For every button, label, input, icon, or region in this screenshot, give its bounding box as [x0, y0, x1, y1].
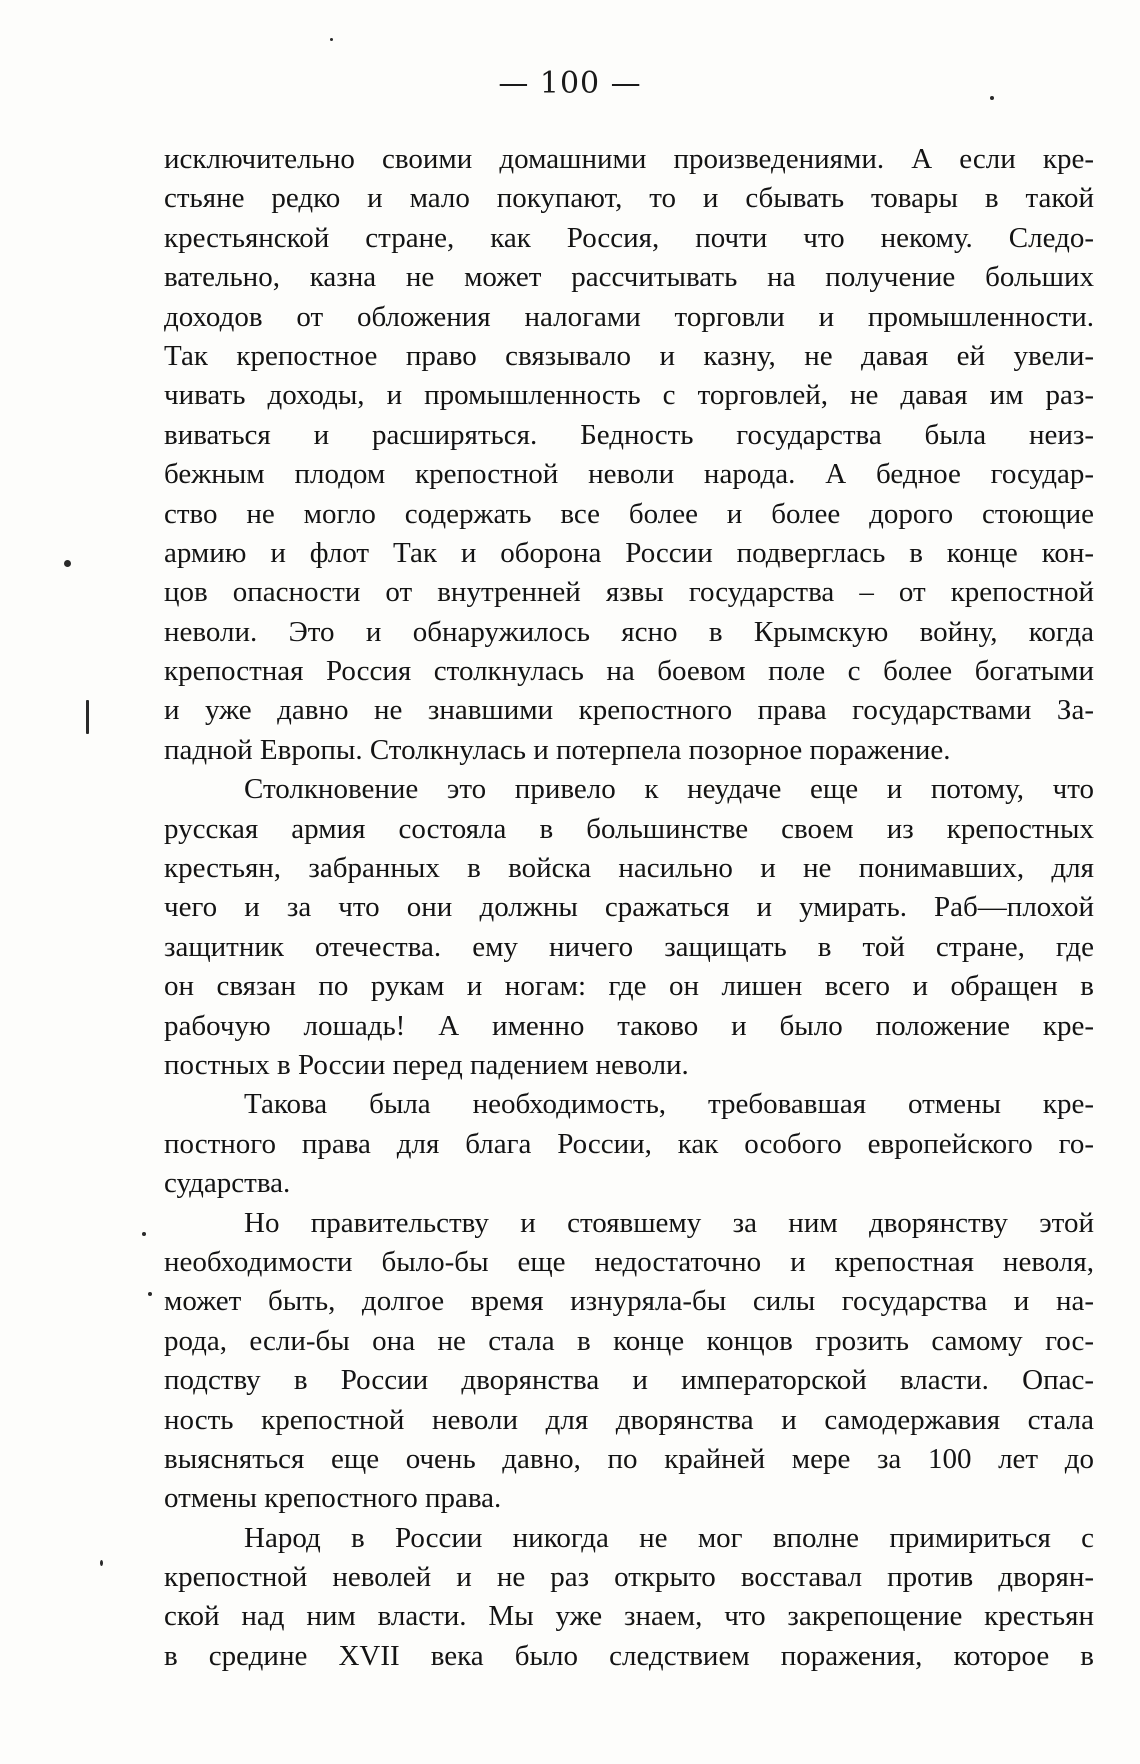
text-line: крестьянской стране, как Россия, почти что некому. Следо-: [164, 221, 1094, 254]
text-line: защитник отечества. ему ничего защищать в той стране, где: [164, 930, 1094, 963]
text-line: постных в России перед падением неволи.: [164, 1048, 689, 1081]
text-line: постного права для блага России, как особого европейского го-: [164, 1127, 1094, 1160]
text-line: отмены крепостного права.: [164, 1482, 502, 1515]
scan-speck: [148, 1292, 152, 1296]
text-line: рода, если-бы она не стала в конце концов грозить самому гос-: [164, 1324, 1094, 1357]
text-line: Столкновение это привело к неудаче еще и потому, что: [244, 773, 1094, 806]
text-line: ство не могло содержать все более и более дорого стоющие: [164, 497, 1094, 530]
text-line: в средине XVII века было следствием поражения, которое в: [164, 1639, 1094, 1672]
text-line: Такова была необходимость, требовавшая отмены кре-: [244, 1088, 1094, 1121]
scan-speck: [86, 700, 89, 734]
text-line: цов опасности от внутренней язвы государства – от крепостной: [164, 576, 1094, 609]
text-line: стьяне редко и мало покупают, то и сбывать товары в такой: [164, 182, 1094, 215]
scan-speck: [142, 1232, 146, 1236]
text-line: Так крепостное право связывало и казну, не давая ей увели-: [164, 339, 1094, 372]
scan-speck: [100, 1560, 103, 1566]
scan-speck: [330, 38, 333, 41]
text-line: Но правительству и стоявшему за ним дворянству этой: [244, 1206, 1094, 1239]
text-line: может быть, долгое время изнуряла-бы силы государства и на-: [164, 1285, 1094, 1318]
text-line: крестьян, забранных в войска насильно и не понимавших, для: [164, 852, 1094, 885]
text-line: подству в России дворянства и императорской власти. Опас-: [164, 1364, 1094, 1397]
text-line: бежным плодом крепостной неволи народа. А бедное государ-: [164, 458, 1094, 491]
text-line: и уже давно не знавшими крепостного права государствами За-: [164, 694, 1094, 727]
text-line: сударства.: [164, 1167, 291, 1200]
text-line: ность крепостной неволи для дворянства и самодержавия стала: [164, 1403, 1094, 1436]
page-number: — 100 —: [498, 66, 642, 101]
text-line: Народ в России никогда не мог вполне примириться с: [244, 1521, 1094, 1554]
text-line: рабочую лошадь! А именно таково и было положение кре-: [164, 1009, 1094, 1042]
text-line: падной Европы. Столкнулась и потерпела позорное поражение.: [164, 733, 951, 766]
text-line: выясняться еще очень давно, по крайней мере за 100 лет до: [164, 1442, 1094, 1475]
text-line: виваться и расширяться. Бедность государства была неиз-: [164, 418, 1094, 451]
text-line: крепостная Россия столкнулась на боевом поле с более богатыми: [164, 655, 1094, 688]
text-line: чего и за что они должны сражаться и умирать. Раб—плохой: [164, 891, 1094, 924]
text-line: доходов от обложения налогами торговли и промышленности.: [164, 300, 1094, 333]
text-line: вательно, казна не может рассчитывать на получение больших: [164, 261, 1094, 294]
text-line: армию и флот Так и оборона России подверглась в конце кон-: [164, 536, 1094, 569]
text-line: он связан по рукам и ногам: где он лишен всего и обращен в: [164, 970, 1094, 1003]
text-line: неволи. Это и обнаружилось ясно в Крымскую войну, когда: [164, 615, 1094, 648]
text-line: исключительно своими домашними произведениями. А если кре-: [164, 143, 1094, 175]
text-line: крепостной неволей и не раз открыто восставал против дворян-: [164, 1561, 1094, 1594]
scan-speck: [64, 560, 71, 567]
text-line: необходимости было-бы еще недостаточно и крепостная неволя,: [164, 1245, 1094, 1278]
text-line: ской над ним власти. Мы уже знаем, что закрепощение крестьян: [164, 1600, 1094, 1633]
text-line: русская армия состояла в большинстве своем из крепостных: [164, 812, 1094, 845]
scan-speck: [990, 96, 994, 100]
body-text: [164, 140, 1094, 1676]
text-line: чивать доходы, и промышленность с торговлей, не давая им раз-: [164, 379, 1094, 412]
